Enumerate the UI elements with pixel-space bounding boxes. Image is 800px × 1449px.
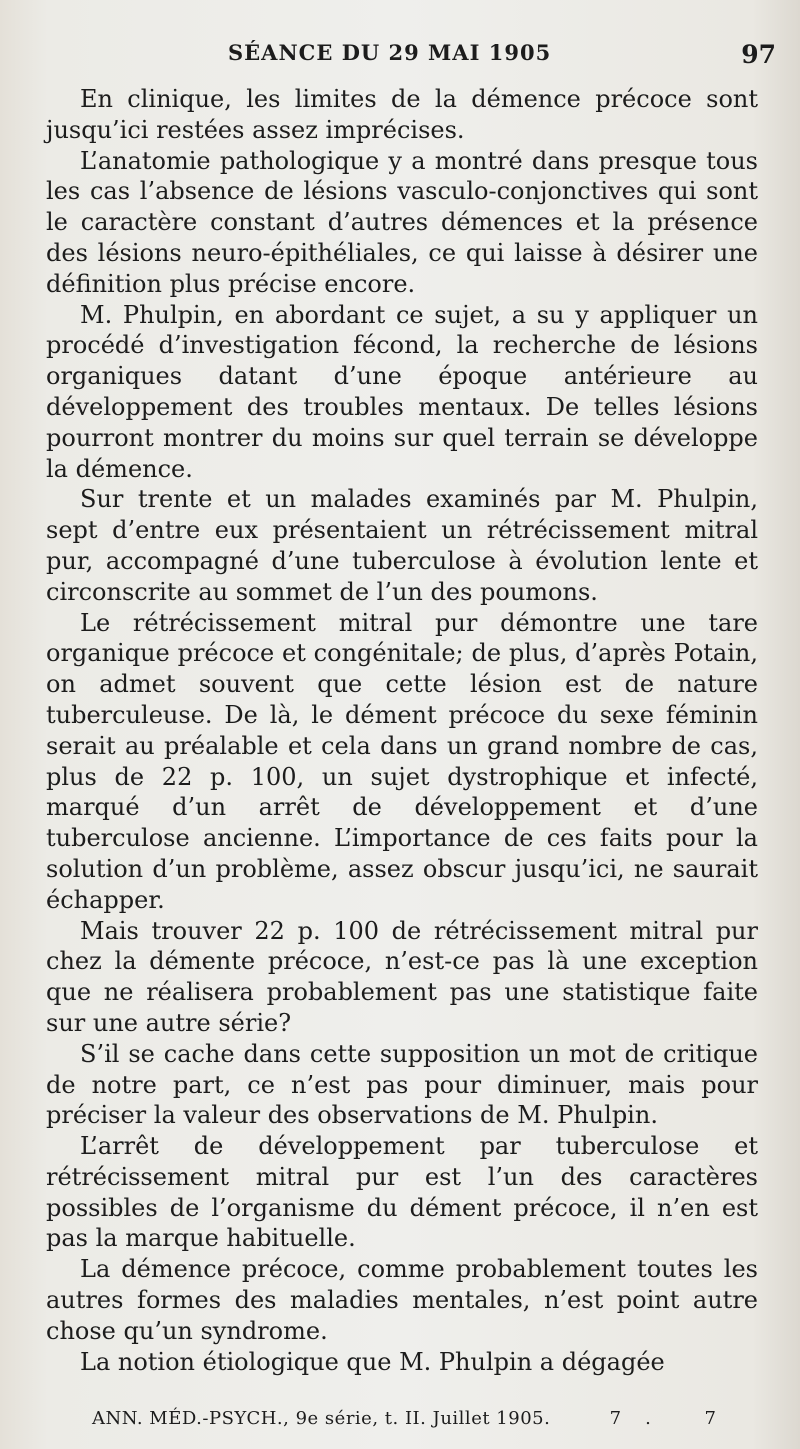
paragraph: Mais trouver 22 p. 100 de rétrécissement mitral pur chez la démente précoce, n’est-ce pas là une exception que ne réalisera probablement pas une statistique faite sur une autre série? [46, 916, 758, 1037]
paragraph: La notion étiologique que M. Phulpin a dégagée [80, 1347, 665, 1376]
running-title: SÉANCE DU 29 MAI 1905 [228, 40, 552, 65]
paragraph: M. Phulpin, en abordant ce sujet, a su y appliquer un procédé d’investigation fécond, la recherche de lésions organiques datant d’une époque antérieure au développement des troubles mentaux. De telles lésions pourront montrer du moins sur quel terrain se développe la démence. [46, 300, 758, 483]
page-footer [0, 1408, 800, 1438]
page-number: 97 [741, 40, 776, 69]
journal-reference: ANN. MÉD.-PSYCH., 9e série, t. II. Juillet 1905. [92, 1408, 551, 1429]
signature-mark: 7. 7 [609, 1408, 740, 1429]
paragraph: L’anatomie pathologique y a montré dans presque tous les cas l’absence de lésions vasculo-conjonctives qui sont le caractère constant d’autres démences et la présence des lésions neuro-épithéliales, ce qui laisse à désirer une définition plus précise encore. [46, 146, 758, 298]
paragraph: Le rétrécissement mitral pur démontre une tare organique précoce et congénitale; de plus, d’après Potain, on admet souvent que cette lésion est de nature tuberculeuse. De là, le dément précoce du sexe féminin serait au préalable et cela dans un grand nombre de cas, plus de 22 p. 100, un sujet dystrophique et infecté, marqué d’un arrêt de développement et d’une tuberculose ancienne. L’importance de ces faits pour la solution d’un problème, assez obscur jusqu’ici, ne saurait échapper. [46, 608, 758, 914]
body-text [46, 84, 758, 1377]
page-header [0, 34, 800, 74]
paragraph: S’il se cache dans cette supposition un mot de critique de notre part, ce n’est pas pour diminuer, mais pour préciser la valeur des observations de M. Phulpin. [46, 1039, 758, 1130]
paragraph: Sur trente et un malades examinés par M. Phulpin, sept d’entre eux présentaient un rétrécissement mitral pur, accompagné d’une tuberculose à évolution lente et circonscrite au sommet de l’un des poumons. [46, 485, 758, 606]
paragraph: La démence précoce, comme probablement toutes les autres formes des maladies mentales, n’est point autre chose qu’un syndrome. [46, 1255, 758, 1345]
paragraph: L’arrêt de développement par tuberculose et rétrécissement mitral pur est l’un des caractères possibles de l’organisme du dément précoce, il n’en est pas la marque habituelle. [46, 1132, 758, 1253]
paragraph: En clinique, les limites de la démence précoce sont jusqu’ici restées assez imprécises. [46, 85, 758, 144]
